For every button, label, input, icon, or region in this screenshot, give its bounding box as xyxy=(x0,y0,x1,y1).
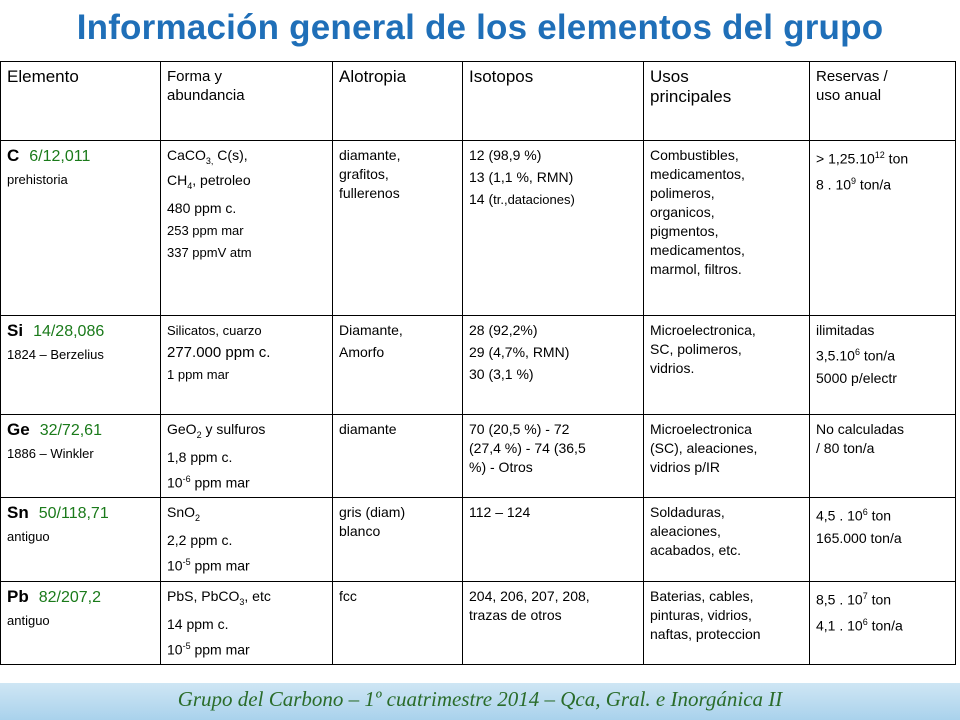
cell-isotopos: 112 – 124 xyxy=(463,498,644,581)
cell-reservas: No calculadas / 80 ton/a xyxy=(810,415,956,498)
cell-alotropia: diamante xyxy=(333,415,463,498)
cell-alotropia: fcc xyxy=(333,581,463,664)
table-row-plomo xyxy=(1,581,956,664)
cell-isotopos: 204, 206, 207, 208, trazas de otros xyxy=(463,581,644,664)
cell-reservas: 4,5 . $10^6$ ton 165.000 ton/a xyxy=(810,498,956,581)
cell-usos: Combustibles, medicamentos, polimeros, organicos, pigmentos, medicamentos, marmol, filtros. xyxy=(644,141,810,316)
table-row-germanio xyxy=(1,415,956,498)
cell-alotropia: diamante, grafitos, fullerenos xyxy=(333,141,463,316)
header-elemento: Elemento xyxy=(1,62,161,141)
cell-usos: Baterias, cables, pinturas, vidrios, naftas, proteccion xyxy=(644,581,810,664)
cell-elemento: Pb 82/207,2 antiguo xyxy=(1,581,161,664)
cell-isotopos: 12 (98,9 %) 13 (1,1 %, RMN) 14 (tr.,dataciones) xyxy=(463,141,644,316)
page-title: Información general de los elementos del grupo xyxy=(76,8,884,47)
header-reservas: Reservas / uso anual xyxy=(810,62,956,141)
table-row-carbono xyxy=(1,141,956,316)
cell-usos: Microelectronica, SC, polimeros, vidrios. xyxy=(644,316,810,415)
cell-reservas: > $1,25.10^{12}$ ton 8 . $10^9$ ton/a xyxy=(810,141,956,316)
cell-isotopos: 28 (92,2%) 29 (4,7%, RMN) 30 (3,1 %) xyxy=(463,316,644,415)
table-header-row xyxy=(1,62,956,141)
cell-usos: Soldaduras, aleaciones, acabados, etc. xyxy=(644,498,810,581)
cell-elemento: Si 14/28,086 1824 – Berzelius xyxy=(1,316,161,415)
cell-elemento: C 6/12,011 prehistoria xyxy=(1,141,161,316)
header-forma: Forma y abundancia xyxy=(161,62,333,141)
cell-forma: GeO$_2$ y sulfuros 1,8 ppm c. $10^{-6}$ ppm mar xyxy=(161,415,333,498)
cell-usos: Microelectronica (SC), aleaciones, vidrios p/IR xyxy=(644,415,810,498)
header-alotropia: Alotropia xyxy=(333,62,463,141)
cell-forma: CaCO$_{3,}$ C(s), $CH_4$, petroleo 480 ppm c. 253 ppm mar 337 ppmV atm xyxy=(161,141,333,316)
cell-alotropia: gris (diam) blanco xyxy=(333,498,463,581)
footer-text: Grupo del Carbono – 1º cuatrimestre 2014 – Qca, Gral. e Inorgánica II xyxy=(177,687,783,711)
cell-reservas: 8,5 . $10^7$ ton 4,1 . $10^6$ ton/a xyxy=(810,581,956,664)
cell-alotropia: Diamante, Amorfo xyxy=(333,316,463,415)
table-row-estano xyxy=(1,498,956,581)
cell-forma: SnO$_2$ 2,2 ppm c. $10^{-5}$ ppm mar xyxy=(161,498,333,581)
header-usos: Usos principales xyxy=(644,62,810,141)
table-row-silicio xyxy=(1,316,956,415)
cell-elemento: Ge 32/72,61 1886 – Winkler xyxy=(1,415,161,498)
cell-forma: PbS, PbCO$_3$, etc 14 ppm c. $10^{-5}$ ppm mar xyxy=(161,581,333,664)
header-isotopos: Isotopos xyxy=(463,62,644,141)
cell-elemento: Sn 50/118,71 antiguo xyxy=(1,498,161,581)
cell-forma: Silicatos, cuarzo 277.000 ppm c. 1 ppm mar xyxy=(161,316,333,415)
cell-reservas: ilimitadas 3,5.10$^6$ ton/a 5000 p/electr xyxy=(810,316,956,415)
cell-isotopos: 70 (20,5 %) - 72 (27,4 %) - 74 (36,5 %) - Otros xyxy=(463,415,644,498)
elements-table xyxy=(0,61,956,665)
footer-bar xyxy=(0,683,960,720)
